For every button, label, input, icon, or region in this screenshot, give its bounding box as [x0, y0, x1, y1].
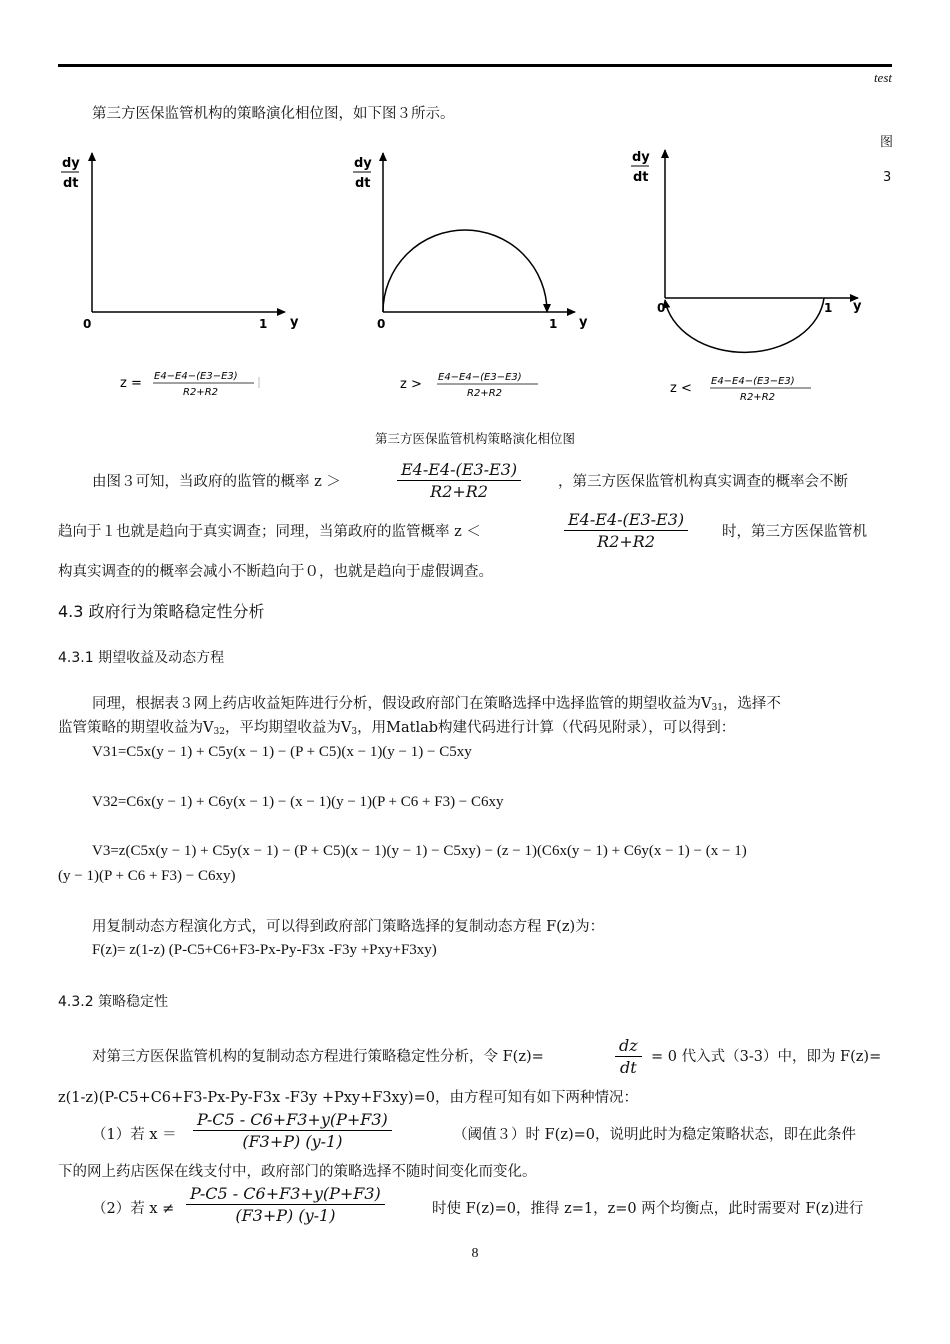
panel3-origin: 0: [657, 301, 666, 315]
panel1-x-label: y: [290, 315, 299, 330]
panel3-ylabel-top: dy: [632, 150, 650, 165]
panel2-x-label: y: [579, 315, 588, 330]
panel3-cond-num: E4−E4−(E3−E3): [711, 376, 795, 387]
panel2-arc: [383, 230, 547, 312]
section-heading-4-3-1: 4.3.1 期望收益及动态方程: [58, 650, 225, 666]
para1-line2-post: 时，第三方医保监管机: [722, 524, 867, 540]
equation-v3-line2: (y − 1)(P + C6 + F3) − C6xy): [58, 868, 236, 884]
panel1-cond-den: R2+R2: [183, 387, 218, 398]
side-label-num: 3: [883, 170, 892, 185]
panel2-cond-prefix: z >: [400, 377, 422, 392]
panel3-cond-prefix: z <: [670, 381, 692, 396]
equation-v32: V32=C6x(y − 1) + C6y(x − 1) − (x − 1)(y − 1)(P + C6 + F3) − C6xy: [92, 794, 504, 810]
equation-v31: V31=C5x(y − 1) + C5y(x − 1) − (P + C5)(x − 1)(y − 1) − C5xy: [92, 744, 472, 760]
figure-caption: 第三方医保监管机构策略演化相位图: [374, 431, 575, 446]
header-rule: [58, 64, 892, 67]
panel1-ylabel-top: dy: [62, 156, 80, 171]
panel3-cond-den: R2+R2: [740, 392, 775, 403]
case1-fraction: P-C5 - C6+F3+y(P+F3) (F3+P) (y-1): [193, 1110, 392, 1151]
case2-post: 时使 F(z)=0，推得 z=1，z=0 两个均衡点，此时需要对 F(z)进行: [432, 1201, 864, 1217]
panel3-tick-one: 1: [824, 301, 833, 315]
para1-line1-post: ，第三方医保监管机构真实调查的概率会不断: [558, 474, 848, 490]
panel3-x-label: y: [853, 299, 862, 314]
phase-panel-1: [61, 153, 299, 398]
para1-fraction-2: E4-E4-(E3-E3) R2+R2: [564, 510, 688, 551]
phase-panel-3: [631, 150, 862, 403]
case1-post: （阈值３）时 F(z)=0，说明此时为稳定策略状态，即在此条件: [453, 1127, 856, 1143]
case2-fraction: P-C5 - C6+F3+y(P+F3) (F3+P) (y-1): [186, 1184, 385, 1225]
panel1-cond-prefix: z =: [120, 376, 142, 391]
panel1-origin: 0: [83, 317, 92, 331]
panel1-cond-num: E4−E4−(E3−E3): [154, 371, 238, 382]
case1-line2: 下的网上药店医保在线支付中，政府部门的策略选择不随时间变化而变化。: [58, 1164, 537, 1180]
panel1-ylabel-bottom: dt: [63, 176, 79, 191]
panel2-ylabel-bottom: dt: [355, 176, 371, 191]
equation-fz: F(z)= z(1-z) (P-C5+C6+F3-Px-Py-F3x -F3y +Pxy+F3xy): [92, 942, 437, 958]
panel2-cond-den: R2+R2: [467, 388, 502, 399]
page-number: 8: [471, 1246, 479, 1261]
section-heading-4-3-2: 4.3.2 策略稳定性: [58, 994, 169, 1010]
intro-text: 第三方医保监管机构的策略演化相位图，如下图３所示。: [92, 106, 455, 122]
para1-fraction-1: E4-E4-(E3-E3) R2+R2: [397, 460, 521, 501]
phase-diagram-figure: [0, 140, 950, 415]
para2-line2: 监管策略的期望收益为$V_{32}$，平均期望收益为$V_3$，用Matlab构建代码进行计算（代码见附录），可以得到：: [58, 720, 736, 737]
header-text: test: [873, 70, 892, 85]
section-heading-4-3: 4.3 政府行为策略稳定性分析: [58, 602, 265, 621]
para4-line1-post: = 0 代入式（3-3）中，即为 F(z)=: [651, 1049, 882, 1065]
para1-line3: 构真实调查的的概率会减小不断趋向于０，也就是趋向于虚假调查。: [58, 564, 493, 580]
side-label-fig: 图: [880, 135, 894, 150]
panel3-ylabel-bottom: dt: [633, 170, 649, 185]
panel2-tick-one: 1: [549, 317, 558, 331]
para3-text: 用复制动态方程演化方式，可以得到政府部门策略选择的复制动态方程 F(z)为：: [92, 919, 605, 935]
para2-line1: 同理，根据表３网上药店收益矩阵进行分析，假设政府部门在策略选择中选择监管的期望收益为$V_{31}$，选择不: [92, 696, 781, 713]
panel2-origin: 0: [377, 317, 386, 331]
case2-pre: （2）若 x ≠: [92, 1201, 175, 1217]
phase-panel-2: [353, 153, 588, 399]
para1-line1-pre: 由图３可知，当政府的监管的概率 z ＞: [92, 474, 341, 490]
case1-pre: （1）若 x ＝: [92, 1127, 177, 1143]
panel2-ylabel-top: dy: [354, 156, 372, 171]
para4-fraction-dzdt: dz dt: [615, 1036, 642, 1077]
panel2-cond-num: E4−E4−(E3−E3): [438, 372, 522, 383]
para4-line2: z(1-z)(P-C5+C6+F3-Px-Py-F3x -F3y +Pxy+F3xy)=0，由方程可知有如下两种情况：: [58, 1090, 638, 1106]
para4-line1-pre: 对第三方医保监管机构的复制动态方程进行策略稳定性分析，令 F(z)=: [92, 1049, 544, 1065]
equation-v3-line1: V3=z(C5x(y − 1) + C5y(x − 1) − (P + C5)(x − 1)(y − 1) − C5xy) − (z − 1)(C6x(y − 1) + C6y(x − 1) − (x − 1): [92, 843, 747, 859]
para1-line2-pre: 趋向于１也就是趋向于真实调查；同理，当第政府的监管概率 z ＜: [58, 524, 481, 540]
panel3-arc: [665, 298, 824, 352]
panel1-tick-one: 1: [259, 317, 268, 331]
